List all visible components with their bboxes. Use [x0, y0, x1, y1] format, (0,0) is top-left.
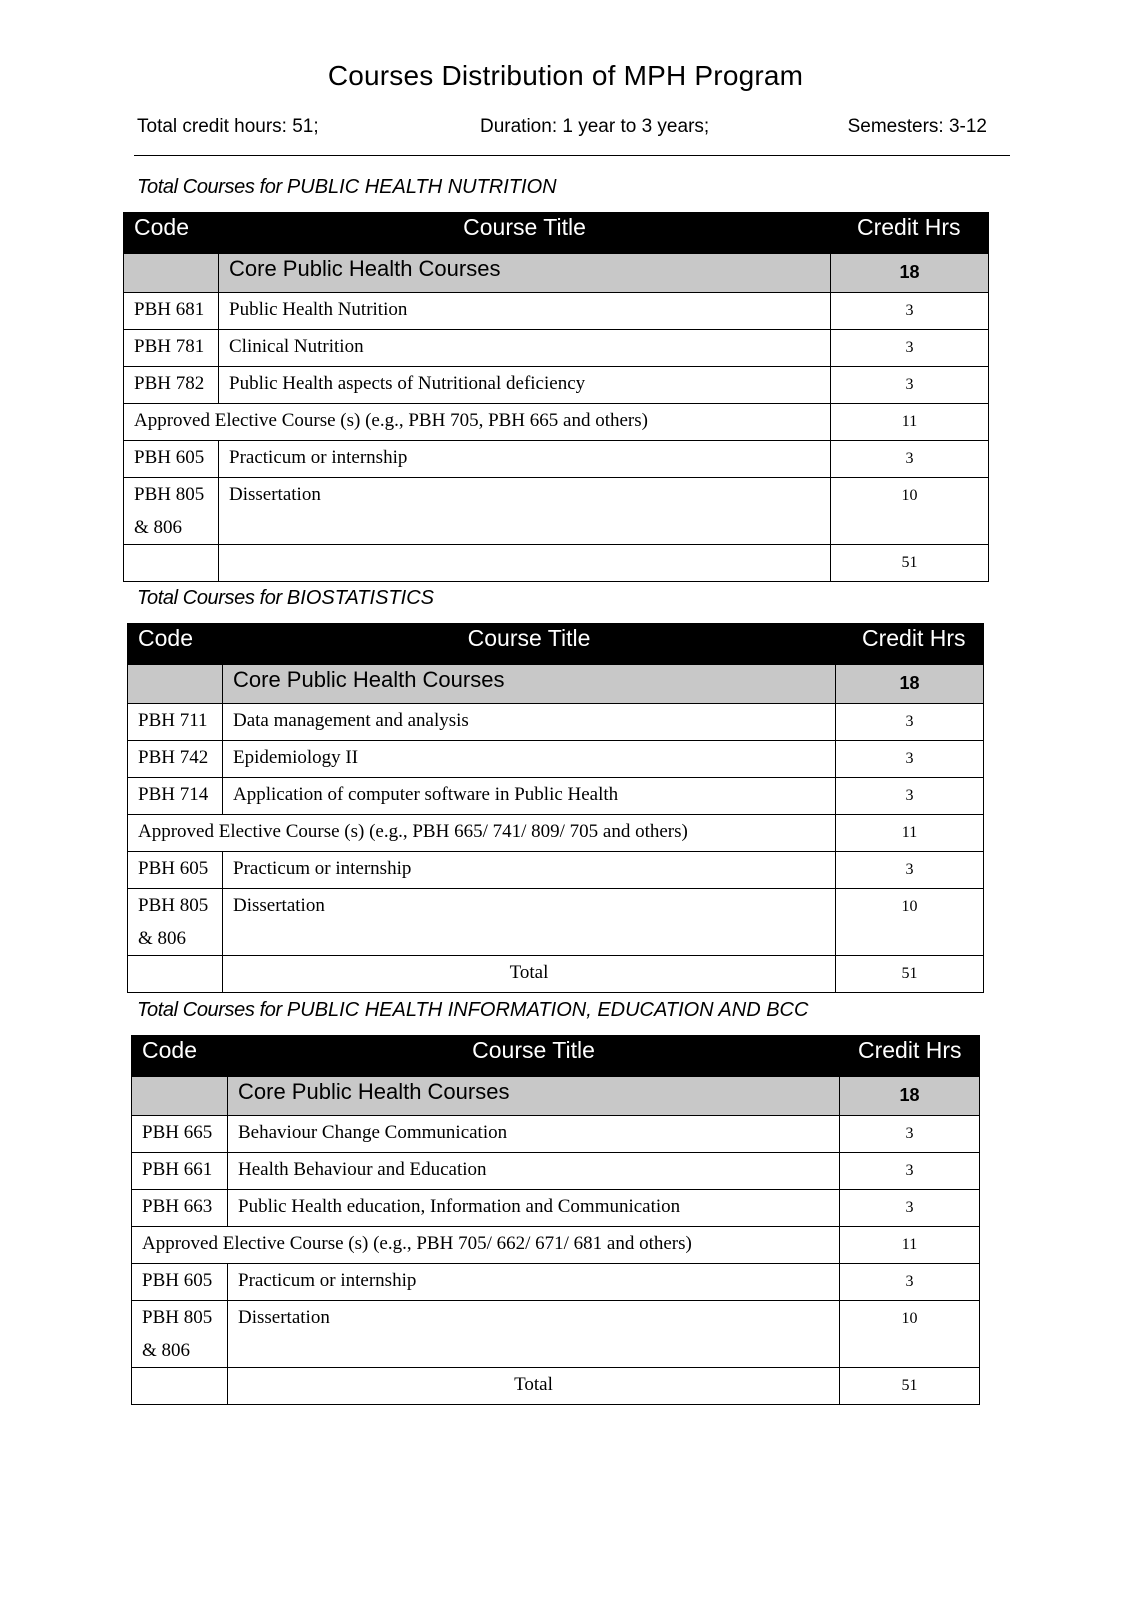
program-meta-row: [137, 116, 987, 146]
table-row: [128, 741, 984, 778]
column-header-credit: Credit Hrs: [840, 1036, 980, 1077]
table-row: [132, 1116, 980, 1153]
course-credit: 10: [831, 478, 989, 545]
course-credit: 10: [836, 889, 984, 956]
core-courses-credit: 18: [831, 254, 989, 293]
header-divider: [134, 155, 1010, 156]
practicum-row: [124, 441, 989, 478]
total-label: Total: [223, 956, 836, 993]
course-code: PBH 605: [132, 1264, 228, 1301]
total-credit-hours: Total credit hours: 51;: [137, 116, 319, 137]
table-header-row: [132, 1036, 980, 1077]
core-code-cell: [124, 254, 219, 293]
course-credit: 3: [840, 1116, 980, 1153]
course-title: Practicum or internship: [223, 852, 836, 889]
table-row: [128, 704, 984, 741]
total-credit: 51: [836, 956, 984, 993]
course-credit: 3: [831, 330, 989, 367]
course-credit: 3: [840, 1153, 980, 1190]
total-label: [219, 545, 831, 582]
practicum-row: [128, 852, 984, 889]
code-line-2: & 806: [142, 1340, 191, 1361]
section-heading-biostatistics: [137, 587, 434, 610]
section-heading-prefix: Total Courses for: [137, 176, 287, 198]
dissertation-row: [132, 1301, 980, 1368]
table-header-row: [128, 624, 984, 665]
course-code: [132, 1301, 228, 1368]
total-label: Total: [228, 1368, 840, 1405]
course-code: PBH 781: [124, 330, 219, 367]
table-header-row: [124, 213, 989, 254]
section-heading-name: BIOSTATISTICS: [286, 587, 434, 609]
dissertation-row: [128, 889, 984, 956]
elective-label: Approved Elective Course (s) (e.g., PBH 705/ 662/ 671/ 681 and others): [132, 1227, 840, 1264]
total-row: [132, 1368, 980, 1405]
column-header-title: Course Title: [223, 624, 836, 665]
course-code: [124, 478, 219, 545]
course-code: PBH 742: [128, 741, 223, 778]
total-row: [124, 545, 989, 582]
column-header-credit: Credit Hrs: [831, 213, 989, 254]
page-title: Courses Distribution of MPH Program: [327, 60, 804, 91]
column-header-code: Code: [124, 213, 219, 254]
column-header-code: Code: [132, 1036, 228, 1077]
core-courses-label: Core Public Health Courses: [219, 254, 831, 293]
core-courses-row: [128, 665, 984, 704]
course-credit: 10: [840, 1301, 980, 1368]
elective-row: [132, 1227, 980, 1264]
core-courses-row: [124, 254, 989, 293]
code-line-1: PBH 805: [138, 895, 209, 916]
elective-row: [124, 404, 989, 441]
core-courses-row: [132, 1077, 980, 1116]
course-code: PBH 782: [124, 367, 219, 404]
core-code-cell: [132, 1077, 228, 1116]
course-title: Behaviour Change Communication: [228, 1116, 840, 1153]
practicum-row: [132, 1264, 980, 1301]
course-code: PBH 681: [124, 293, 219, 330]
core-courses-label: Core Public Health Courses: [228, 1077, 840, 1116]
code-line-2: & 806: [134, 517, 183, 538]
elective-credit: 11: [836, 815, 984, 852]
table-row: [124, 330, 989, 367]
course-title: Dissertation: [219, 478, 831, 545]
section-heading-prefix: Total Courses for: [137, 999, 287, 1021]
course-title: Epidemiology II: [223, 741, 836, 778]
course-code: PBH 665: [132, 1116, 228, 1153]
table-row: [124, 367, 989, 404]
course-title: Practicum or internship: [219, 441, 831, 478]
course-title: Practicum or internship: [228, 1264, 840, 1301]
elective-label: Approved Elective Course (s) (e.g., PBH 665/ 741/ 809/ 705 and others): [128, 815, 836, 852]
course-credit: 3: [840, 1190, 980, 1227]
course-credit: 3: [840, 1264, 980, 1301]
elective-label: Approved Elective Course (s) (e.g., PBH 705, PBH 665 and others): [124, 404, 831, 441]
code-line-1: PBH 805: [142, 1307, 213, 1328]
total-row: [128, 956, 984, 993]
course-table-information-education-bcc: [131, 1035, 980, 1405]
core-courses-credit: 18: [840, 1077, 980, 1116]
column-header-title: Course Title: [228, 1036, 840, 1077]
code-line-1: PBH 805: [134, 484, 205, 505]
course-code: PBH 605: [128, 852, 223, 889]
course-credit: 3: [831, 293, 989, 330]
total-code-cell: [124, 545, 219, 582]
course-table-nutrition: [123, 212, 989, 582]
course-title: Application of computer software in Public Health: [223, 778, 836, 815]
course-credit: 3: [836, 852, 984, 889]
total-credit: 51: [840, 1368, 980, 1405]
course-title: Dissertation: [223, 889, 836, 956]
core-courses-label: Core Public Health Courses: [223, 665, 836, 704]
elective-credit: 11: [831, 404, 989, 441]
table-row: [132, 1190, 980, 1227]
course-code: PBH 714: [128, 778, 223, 815]
course-credit: 3: [836, 704, 984, 741]
section-heading-prefix: Total Courses for: [137, 587, 287, 609]
total-code-cell: [132, 1368, 228, 1405]
column-header-code: Code: [128, 624, 223, 665]
core-courses-credit: 18: [836, 665, 984, 704]
section-heading-nutrition: [137, 176, 557, 199]
course-code: PBH 711: [128, 704, 223, 741]
total-credit: 51: [831, 545, 989, 582]
section-heading-information-education-bcc: [137, 999, 808, 1022]
course-table-biostatistics: [127, 623, 984, 993]
program-duration: Duration: 1 year to 3 years;: [480, 116, 710, 137]
core-code-cell: [128, 665, 223, 704]
course-title: Public Health aspects of Nutritional deficiency: [219, 367, 831, 404]
course-credit: 3: [836, 741, 984, 778]
dissertation-row: [124, 478, 989, 545]
section-heading-name: PUBLIC HEALTH INFORMATION, EDUCATION AND BCC: [286, 999, 809, 1021]
course-title: Health Behaviour and Education: [228, 1153, 840, 1190]
column-header-title: Course Title: [219, 213, 831, 254]
course-title: Clinical Nutrition: [219, 330, 831, 367]
table-row: [128, 778, 984, 815]
course-credit: 3: [831, 441, 989, 478]
elective-credit: 11: [840, 1227, 980, 1264]
course-credit: 3: [831, 367, 989, 404]
table-row: [124, 293, 989, 330]
semester-range: Semesters: 3-12: [847, 116, 987, 137]
course-title: Public Health Nutrition: [219, 293, 831, 330]
code-line-2: & 806: [138, 928, 187, 949]
elective-row: [128, 815, 984, 852]
course-title: Public Health education, Information and Communication: [228, 1190, 840, 1227]
total-code-cell: [128, 956, 223, 993]
course-code: PBH 663: [132, 1190, 228, 1227]
course-code: [128, 889, 223, 956]
course-title: Dissertation: [228, 1301, 840, 1368]
column-header-credit: Credit Hrs: [836, 624, 984, 665]
section-heading-name: PUBLIC HEALTH NUTRITION: [286, 176, 557, 198]
course-title: Data management and analysis: [223, 704, 836, 741]
table-row: [132, 1153, 980, 1190]
course-code: PBH 605: [124, 441, 219, 478]
course-code: PBH 661: [132, 1153, 228, 1190]
course-credit: 3: [836, 778, 984, 815]
